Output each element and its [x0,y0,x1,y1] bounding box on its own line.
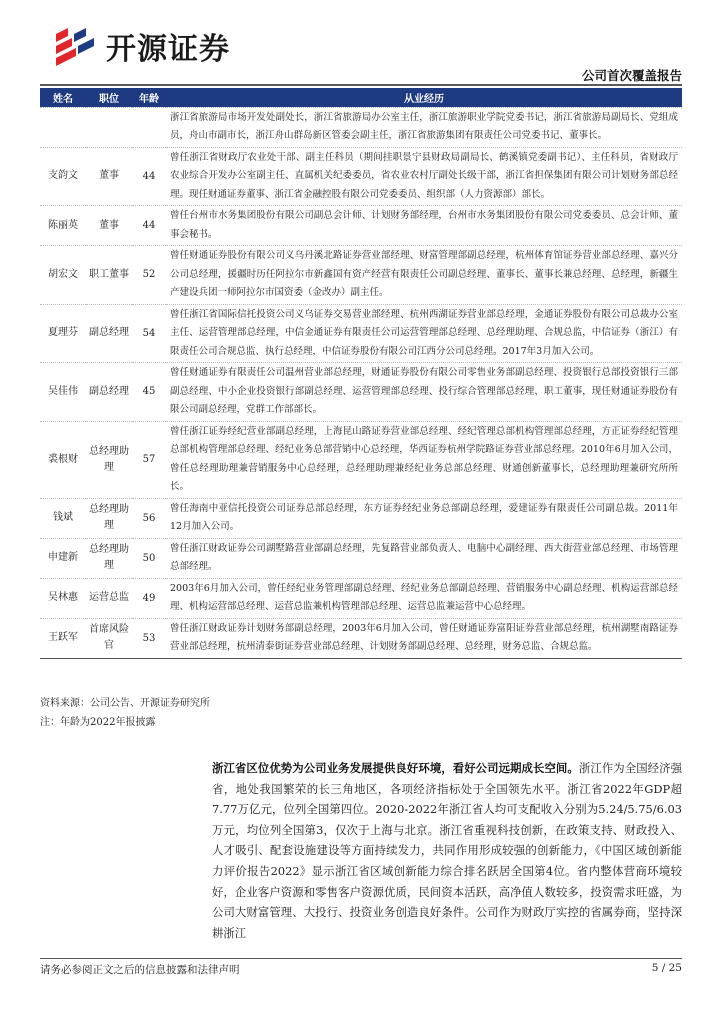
cell-experience: 曾任海南中亚信托投资公司证券总部总经理，东方证券经纪业务总部副总经理，爱建证券有限责任公司副总裁。2011年12月加入公司。 [166,498,682,538]
cell-name: 钱斌 [40,498,86,538]
cell-age: 44 [132,147,166,206]
cell-title: 副总经理 [86,304,132,363]
cell-name: 申建新 [40,538,86,578]
source-note: 资料来源：公司公告、开源证券研究所 [40,698,210,709]
cell-name: 吴林惠 [40,578,86,618]
cell-name: 裘根财 [40,421,86,498]
cell-experience: 曾任浙江省国际信托投资公司义乌证券交易营业部经理、杭州西湖证券营业部总经理，金通证券股份有限公司总裁办公室主任、运营管理部总经理，中信金通证券有限责任公司运营管理部总经理、总经理助理、合规总监，中信证券（浙江）有限责任公司合规总监、执行总经理，中信证券股份有限公司江西分公司总经理。2017年3月加入公司。 [166,304,682,363]
table-row [40,538,682,578]
table-row [40,363,682,422]
header-rule [40,84,682,86]
cell-name: 夏理芬 [40,304,86,363]
cell-experience: 浙江省旅游局市场开发处副处长，浙江省旅游局办公室主任，浙江旅游职业学院党委书记，浙江省旅游局副局长、党组成员，舟山市副市长，浙江舟山群岛新区管委会副主任，浙江省旅游集团有限责任公司党委书记、董事长。 [166,107,682,147]
report-type: 公司首次覆盖报告 [581,68,682,83]
cell-title: 职工董事 [86,246,132,305]
cell-experience: 曾任财通证券有限责任公司温州营业部总经理，财通证券股份有限公司零售业务部副总经理、投资银行总部投资银行三部副总经理、中小企业投资银行部副总经理、运营管理部总经理、投行综合管理部总经理、职工董事，现任财通证券股份有限公司副总经理，党群工作部部长。 [166,363,682,422]
table-row [40,498,682,538]
cell-name: 支韵文 [40,147,86,206]
cell-name: 王跃军 [40,618,86,658]
executive-table [40,88,682,659]
body-paragraph [212,758,682,943]
body-text: 浙江作为全国经济强省，地处我国繁荣的长三角地区，各项经济指标处于全国领先水平。浙江省2022年GDP超7.77万亿元，位列全国第四位。2020-2022年浙江省人均可支配收入分别为5.24/5.75/6.03万元，均位列全国第3，仅次于上海与北京。浙江省重视科技创新，在政策支持、财政投入、人才吸引、配套设施建设等方面持续发力，共同作用形成较强的创新能力，《中国区域创新能力评价报告2022》显示浙江省区域创新能力综合排名跃居全国第4位。省内整体营商环境较好，企业客户资源和零售客户资源优质，民间资本活跃，高净值人数较多，投资需求旺盛，为公司大财富管理、大投行、投资业务创造良好条件。公司作为财政厅实控的省属券商，坚持深耕浙江 [212,761,682,940]
cell-name: 吴佳伟 [40,363,86,422]
table-row [40,206,682,246]
table-row [40,618,682,658]
logo [48,24,230,68]
column-header-age: 年龄 [132,88,166,107]
cell-age: 52 [132,246,166,305]
cell-age [132,107,166,147]
table-row [40,421,682,498]
cell-name: 胡宏文 [40,246,86,305]
cell-experience: 曾任台州市水务集团股份有限公司副总会计师、计划财务部经理，台州市水务集团股份有限公司党委委员、总会计师、董事会秘书。 [166,206,682,246]
cell-experience: 曾任浙江财政证券计划财务部副总经理，2003年6月加入公司，曾任财通证券富阳证券营业部总经理，杭州湖墅南路证券营业部总经理，杭州清泰街证券营业部总经理、计划财务部副总经理、总经理，财务总监、合规总监。 [166,618,682,658]
table-row [40,246,682,305]
cell-age: 53 [132,618,166,658]
table-row [40,107,682,147]
cell-name: 陈丽英 [40,206,86,246]
cell-title: 总经理助理 [86,421,132,498]
cell-title: 副总经理 [86,363,132,422]
table-row [40,304,682,363]
cell-title: 运营总监 [86,578,132,618]
cell-name [40,107,86,147]
cell-age: 45 [132,363,166,422]
column-header-name: 姓名 [40,88,86,107]
cell-experience: 曾任财通证券股份有限公司义乌丹溪北路证券营业部经理、财富管理部副总经理，杭州体育馆证券营业部总经理、嘉兴分公司总经理，援疆时历任阿拉尔市新鑫国有资产经营有限责任公司副总经理、董事长、董事长兼总经理、总经理，新疆生产建设兵团一师阿拉尔市国资委（金改办）副主任。 [166,246,682,305]
cell-title [86,107,132,147]
logo-icon [48,24,100,68]
cell-experience: 曾任浙江财政证券公司湖墅路营业部副总经理，先复路营业部负责人、电脑中心副经理、西大街营业部总经理、市场管理总部经理。 [166,538,682,578]
cell-experience: 2003年6月加入公司，曾任经纪业务管理部副总经理、经纪业务总部副总经理、营销服务中心副总经理、机构运营部总经理、机构运营部总经理、运营总监兼机构管理部总经理、运营总监兼运营中心总经理。 [166,578,682,618]
cell-age: 56 [132,498,166,538]
body-lead: 浙江省区位优势为公司业务发展提供良好环境，看好公司远期成长空间。 [212,761,579,775]
cell-age: 50 [132,538,166,578]
cell-title: 董事 [86,147,132,206]
page-header [40,14,684,84]
column-header-experience: 从业经历 [166,88,682,107]
cell-title: 董事 [86,206,132,246]
cell-age: 57 [132,421,166,498]
cell-experience: 曾任浙江证券经纪营业部副总经理，上海昆山路证券营业部总经理、经纪管理总部机构管理部总经理，方正证券经纪管理总部机构管理部总经理、经纪业务总部营销中心总经理，华西证券杭州学院路证券营业部总经理。2010年6月加入公司，曾任总经理助理兼营销服务中心总经理，总经理助理兼经纪业务总部总经理、财通创新董事长，总经理助理兼研究所所长。 [166,421,682,498]
page-number: 5 / 25 [651,962,682,974]
cell-age: 54 [132,304,166,363]
age-note: 注：年龄为2022年报披露 [40,717,156,728]
cell-age: 44 [132,206,166,246]
cell-title: 总经理助理 [86,498,132,538]
table-header-row [40,88,682,107]
table-notes [40,694,210,732]
cell-experience: 曾任浙江省财政厅农业处干部、副主任科员（期间挂职景宁县财政局副局长、鹤溪镇党委副书记）、主任科员，省财政厅农业综合开发办公室副主任、直属机关纪委委员，省农业农村厅副处长级干部，浙江省担保集团有限公司计划财务部总经理。现任财通证券董事、浙江省金融控股有限公司党委委员、组织部（人力资源部）部长。 [166,147,682,206]
cell-age: 49 [132,578,166,618]
cell-title: 首席风险官 [86,618,132,658]
cell-title: 总经理助理 [86,538,132,578]
logo-text: 开源证券 [106,32,230,67]
table-row [40,578,682,618]
table-row [40,147,682,206]
column-header-title: 职位 [86,88,132,107]
footer-rule [40,958,682,959]
footer-disclaimer: 请务必参阅正文之后的信息披露和法律声明 [40,964,240,976]
